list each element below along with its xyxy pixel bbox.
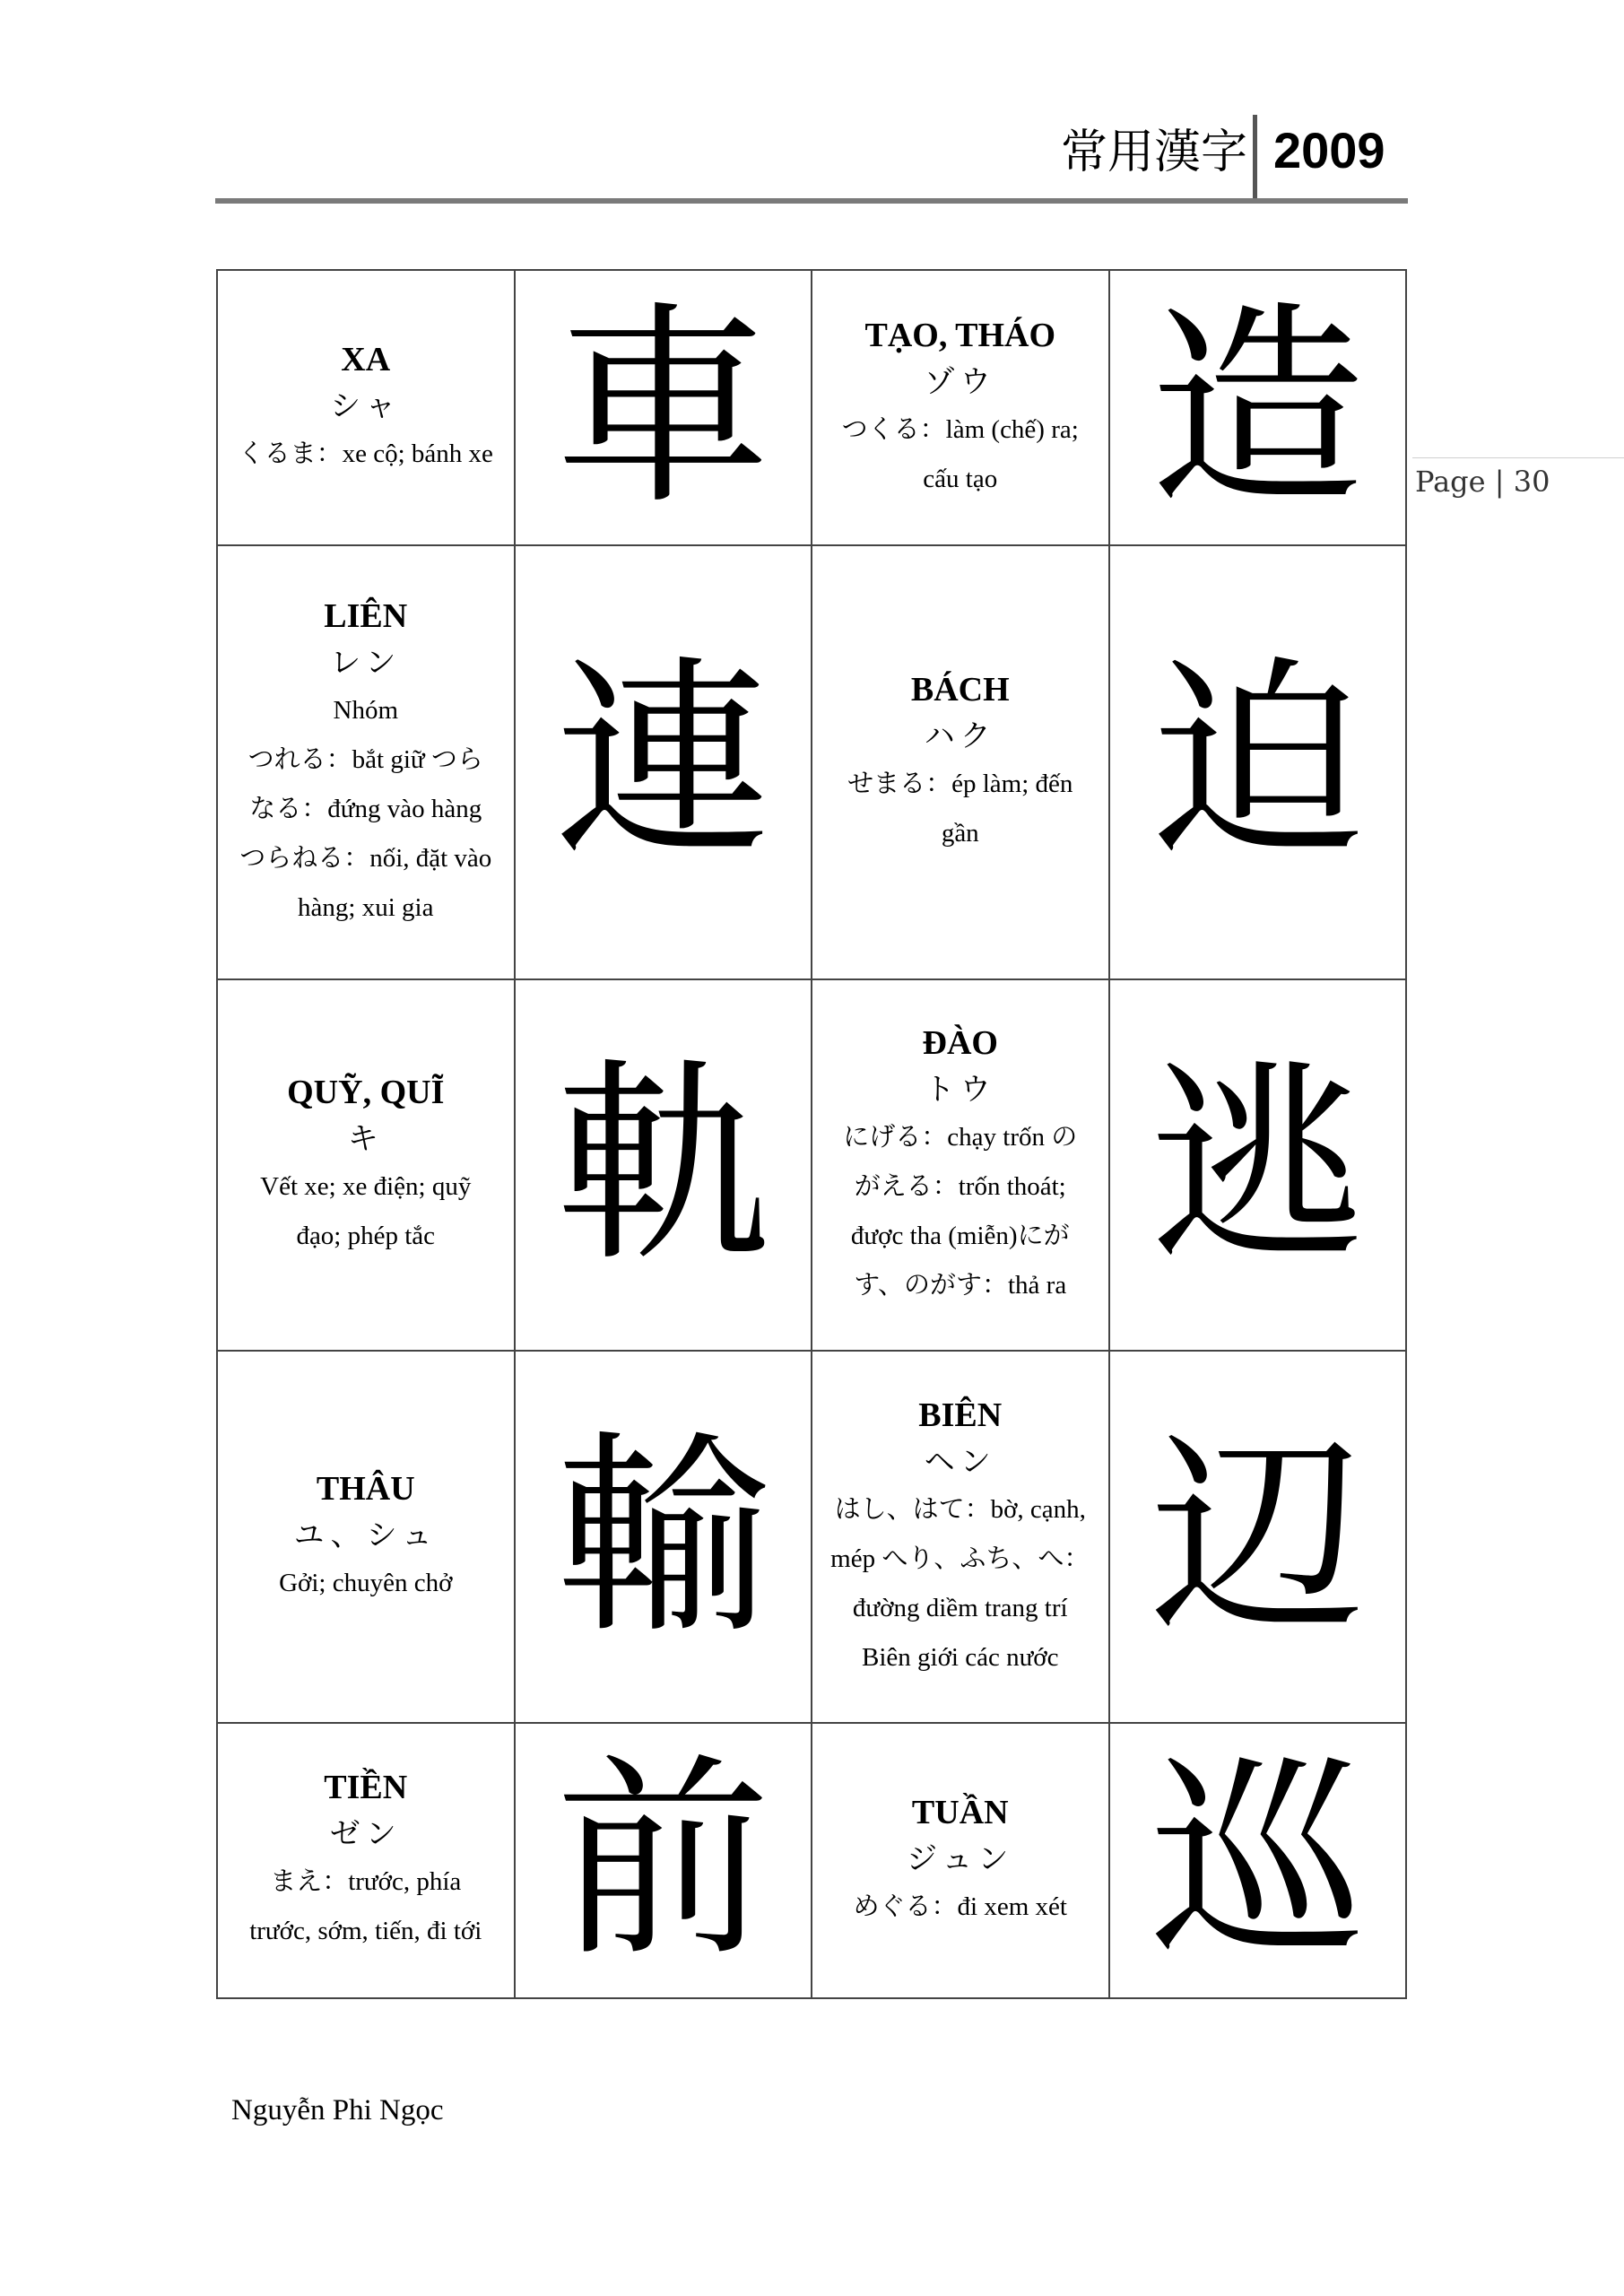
- header-divider: [1253, 115, 1257, 201]
- kanji-meaning-line: Vết xe; xe điện; quỹ: [260, 1172, 472, 1202]
- kana-reading: ジュン: [907, 1840, 1014, 1877]
- kana-reading: ハク: [924, 718, 996, 755]
- card-kanji: [1109, 270, 1407, 545]
- kanji-meaning-line: cấu tạo: [923, 464, 998, 493]
- card-kanji: [515, 545, 812, 979]
- card-kanji: [515, 1723, 812, 1998]
- kanji-meaning-line: Nhóm: [333, 695, 398, 725]
- kanji-meaning-line: まえ：trước, phía: [270, 1867, 462, 1897]
- header-year: 2009: [1273, 122, 1385, 178]
- card-description: [812, 979, 1109, 1351]
- card-description: [217, 1723, 515, 1998]
- card-kanji: [1109, 545, 1407, 979]
- kanji-reading: LIÊN: [324, 596, 408, 635]
- kanji-character: 軌: [555, 1039, 771, 1292]
- kanji-meaning-line: なる：đứng vào hàng: [249, 794, 482, 823]
- card-kanji: [1109, 979, 1407, 1351]
- kanji-meaning-line: がえる：trốn thoát;: [854, 1172, 1066, 1202]
- kanji-meaning-line: せまる：ép làm; đến: [847, 770, 1073, 799]
- kanji-reading: BÁCH: [910, 671, 1010, 709]
- header-rule: [215, 198, 1408, 204]
- kanji-meaning-line: つらねる：nối, đặt vào: [239, 843, 492, 873]
- card-description: [812, 1723, 1109, 1998]
- kanji-meaning-line: đường diềm trang trí: [852, 1593, 1068, 1622]
- kanji-meaning-line: hàng; xui gia: [298, 892, 434, 922]
- card-description: [217, 545, 515, 979]
- kanji-reading: BIÊN: [918, 1396, 1003, 1434]
- kanji-character: 前: [555, 1735, 771, 1987]
- kana-reading: ゾウ: [924, 363, 996, 400]
- card-kanji: [515, 1351, 812, 1722]
- page-label-rule: [1412, 457, 1624, 458]
- kanji-character: 辺: [1150, 1411, 1366, 1663]
- kana-reading: トウ: [924, 1072, 996, 1109]
- grid-row: [217, 1723, 1406, 1998]
- kanji-character: 巡: [1150, 1735, 1366, 1987]
- kanji-character: 逃: [1150, 1039, 1366, 1292]
- grid-row: [217, 1351, 1406, 1722]
- kanji-grid: [216, 269, 1407, 1999]
- card-kanji: [515, 979, 812, 1351]
- kanji-meaning-line: つくる：làm (chế) ra;: [841, 414, 1079, 444]
- card-kanji: [515, 270, 812, 545]
- kanji-meaning-line: Biên giới các nước: [861, 1642, 1059, 1672]
- kanji-character: 造: [1150, 282, 1366, 534]
- kanji-meaning-line: めぐる：đi xem xét: [853, 1892, 1067, 1921]
- kanji-meaning-line: đạo; phép tắc: [296, 1222, 436, 1251]
- kanji-meaning-line: Gởi; chuyên chở: [279, 1569, 453, 1597]
- kanji-meaning-line: gần: [941, 819, 979, 848]
- kanji-character: 輸: [555, 1411, 771, 1663]
- page-number: Page | 30: [1415, 465, 1550, 499]
- kanji-meaning-line: くるま：xe cộ; bánh xe: [238, 439, 493, 469]
- card-description: [812, 545, 1109, 979]
- kanji-meaning-line: にげる：chạy trốn の: [843, 1123, 1078, 1152]
- kanji-meaning-line: はし、はて：bờ, cạnh,: [834, 1494, 1086, 1524]
- card-kanji: [1109, 1351, 1407, 1722]
- kana-reading: レン: [330, 644, 402, 681]
- kanji-character: 迫: [1150, 637, 1366, 889]
- kanji-meaning-line: được tha (miễn)にが: [850, 1222, 1070, 1251]
- kanji-character: 車: [555, 282, 771, 534]
- kanji-reading: QUỸ, QUĨ: [287, 1074, 445, 1112]
- kanji-reading: TẠO, THÁO: [864, 316, 1056, 354]
- kana-reading: ヘン: [924, 1443, 996, 1480]
- card-description: [217, 270, 515, 545]
- kana-reading: ゼン: [329, 1816, 402, 1853]
- kanji-meaning-line: trước, sớm, tiến, đi tới: [249, 1917, 482, 1946]
- card-description: [217, 979, 515, 1351]
- card-description: [812, 1351, 1109, 1722]
- card-kanji: [1109, 1723, 1407, 1998]
- kanji-meaning-line: mép へり、ふち、へ：: [830, 1544, 1090, 1573]
- header-title: 常用漢字: [1060, 126, 1247, 179]
- kanji-reading: THÂU: [316, 1470, 415, 1508]
- kanji-reading: TIỀN: [324, 1769, 408, 1807]
- kanji-meaning-line: つれる：bắt giữ つら: [248, 744, 483, 774]
- card-description: [812, 270, 1109, 545]
- kanji-character: 連: [555, 637, 771, 889]
- kana-reading: ユ、シュ: [293, 1518, 438, 1553]
- grid-row: [217, 270, 1406, 545]
- grid-row: [217, 979, 1406, 1351]
- card-description: [217, 1351, 515, 1722]
- grid-row: [217, 545, 1406, 979]
- kanji-reading: XA: [341, 341, 391, 379]
- kanji-reading: ĐÀO: [922, 1024, 998, 1063]
- kanji-reading: TUẦN: [911, 1793, 1009, 1831]
- kanji-meaning-line: す、のがす：thả ra: [854, 1271, 1067, 1300]
- footer-author: Nguyễn Phi Ngọc: [231, 2094, 444, 2126]
- kana-reading: シャ: [330, 388, 402, 425]
- kana-reading: キ: [347, 1121, 384, 1158]
